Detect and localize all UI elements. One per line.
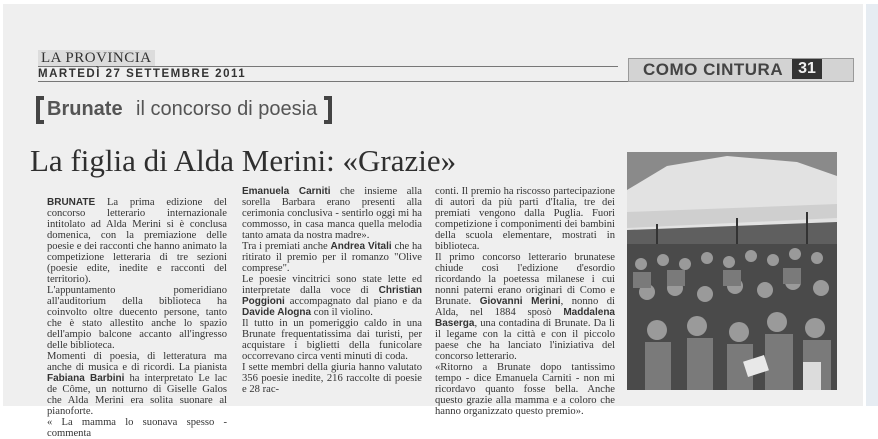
paragraph-text: Tra i premiati anche (242, 241, 331, 252)
person-name: Giovanni Merini (479, 296, 561, 307)
paragraph (242, 241, 422, 274)
paragraph-text: che ha ritirato il premio per il romanzo "Olive comprese". (242, 241, 423, 274)
page-edge (866, 4, 878, 406)
person-name: Davide Alogna (242, 307, 312, 318)
article-column-1 (47, 197, 227, 439)
masthead-rule (38, 66, 618, 67)
paragraph-text: Momenti di poesia, di letteratura ma anche di musica e di ricordi. La pianista (47, 351, 227, 373)
page-number: 31 (792, 59, 822, 79)
kicker-topic: il concorso di poesia (136, 98, 318, 120)
paragraph (242, 318, 422, 362)
person-name: Fabiana Barbini (47, 373, 125, 384)
paragraph-text: L'appuntamento pomeridiano all'auditorium della biblioteca ha coinvolto oltre duecento persone, tanto che è stato allestito anche lo spazio dell'ampio balcone accanto all'ingresso delle biblioteca. (47, 285, 227, 351)
paragraph (435, 252, 615, 362)
kicker-bracket-right (324, 96, 332, 124)
issue-date: MARTEDÌ 27 SETTEMBRE 2011 (38, 68, 247, 80)
paragraph (47, 351, 227, 417)
paragraph (435, 186, 615, 252)
dateline: BRUNATE (47, 197, 96, 208)
paragraph (47, 417, 227, 439)
event-photo (627, 152, 837, 390)
headline: La figlia di Alda Merini: «Grazie» (30, 143, 457, 178)
paragraph-text: accompagnato dal piano e da (284, 296, 422, 307)
paragraph (242, 362, 422, 395)
paragraph-text: « La mamma lo suonava spesso - commenta (47, 417, 227, 439)
paragraph (435, 362, 615, 417)
paragraph-text: , nonno di Alda, nel 1884 sposò (435, 296, 615, 318)
paragraph-text: ha interpretato Le lac de Côme, un notturno di Giselle Galos che Alda Merini era solita suonare al pianoforte. (47, 373, 227, 417)
person-name: Christian Poggioni (242, 285, 422, 307)
paragraph (242, 274, 422, 318)
person-name: Emanuela Carniti (242, 186, 331, 197)
paragraph-text: «Ritorno a Brunate dopo tantissimo tempo - dice Emanuela Carniti - non mi ricordavo quanto fosse bella. Anche questo grazie alla mamma e a coloro che hanno organizzato questo premio». (435, 362, 615, 417)
paragraph-text: La prima edizione del concorso letterario internazionale intitolato ad Alda Merini si è conclusa domenica, con la premiazione delle poesie e dei racconti che hanno animato la competizione letteraria di tre sezioni (poesie edite, inedite e racconti del territorio). (47, 197, 227, 285)
paragraph (47, 285, 227, 351)
paragraph (47, 197, 227, 285)
paragraph-text: Il tutto in un pomeriggio caldo in una Brunate frequentatissima dai turisti, per acquistare i biglietti della funicolare occorrevano circa venti minuti di coda. (242, 318, 422, 362)
newspaper-name: LA PROVINCIA (38, 50, 155, 66)
paragraph-text: , una contadina di Brunate. Da lì il legame con la città e con il piccolo paese che ha lanciato l'iniziativa del concorso letterario. (435, 318, 615, 362)
kicker-place: Brunate (47, 98, 123, 120)
paragraph-text: con il violino. (311, 307, 373, 318)
audience-photo-illustration (627, 152, 837, 390)
paragraph-text: conti. Il premio ha riscosso partecipazione di autori da più parti d'Italia, tre dei premiati vengono dalla Puglia. Fuori competizione i componimenti dei bambini della scuola elementare, mostrati in biblioteca. (435, 186, 615, 252)
person-name: Andrea Vitali (330, 241, 392, 252)
person-name: Maddalena Baserga (435, 307, 615, 329)
paragraph-text: Le poesie vincitrici sono state lette ed interpretate dalla voce di (242, 274, 422, 296)
paragraph-text: che insieme alla sorella Barbara erano presenti alla cerimonia conclusiva - sentirlo oggi mi ha commosso, in casa manca quella melodia tanto amata da nostra madre». (242, 186, 422, 241)
article-column-2 (242, 186, 422, 395)
section-name: COMO CINTURA (643, 60, 784, 79)
paragraph (242, 186, 422, 241)
paragraph-text: Il primo concorso letterario brunatese chiude così l'edizione d'esordio ricordando la poetessa milanese i cui nonni paterni erano originari di Como e Brunate. (435, 252, 615, 307)
kicker-bracket-left (36, 96, 44, 124)
paragraph-text: I sette membri della giuria hanno valutato 356 poesie inedite, 216 raccolte di poesie e 28 rac- (242, 362, 422, 395)
article-column-3 (435, 186, 615, 417)
